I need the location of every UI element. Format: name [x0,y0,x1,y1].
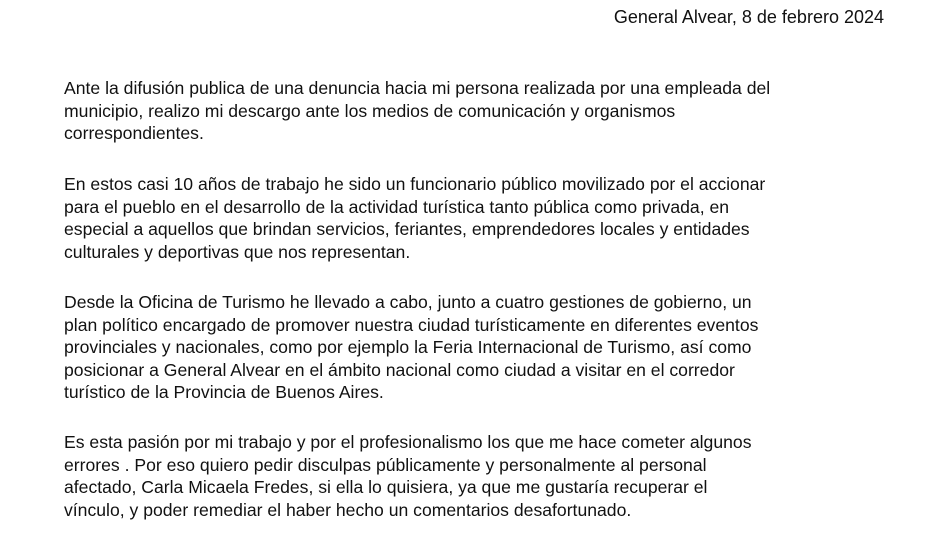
paragraph-line: especial a aquellos que brindan servicios, feriantes, emprendedores locales y entidades [64,219,750,239]
paragraph-line: culturales y deportivas que nos representan. [64,241,411,262]
paragraph-disclosure [64,77,770,145]
paragraph-line: En estos casi 10 años de trabajo he sido un funcionario público movilizado por el accionar [64,174,766,194]
paragraph-line: posicionar a General Alvear en el ámbito nacional como ciudad a visitar en el corredor [64,359,735,380]
paragraph-line: correspondientes. [64,123,204,143]
paragraph-line: municipio, realizo mi descargo ante los medios de comunicación y organismos [64,100,676,121]
paragraph-line: turístico de la Provincia de Buenos Aires. [64,382,384,402]
paragraph-line: Ante la difusión publica de una denuncia hacia mi persona realizada por una empleada del [64,78,771,98]
paragraph-tourism-office [64,291,758,404]
paragraph-career [64,173,765,263]
paragraph-line: afectado, Carla Micaela Fredes, si ella lo quisiera, ya que me gustaría recuperar el [64,477,708,497]
paragraph-line: para el pueblo en el desarrollo de la actividad turística tanto pública como privada, en [64,196,730,217]
paragraph-line: vínculo, y poder remediar el haber hecho un comentarios desafortunado. [64,499,632,520]
paragraph-line: Es esta pasión por mi trabajo y por el profesionalismo los que me hace cometer algunos [64,432,752,452]
paragraph-line: errores . Por eso quiero pedir disculpas públicamente y personalmente al personal [64,454,707,475]
paragraph-apology [64,431,752,521]
paragraph-line: Desde la Oficina de Turismo he llevado a cabo, junto a cuatro gestiones de gobierno, un [64,292,752,312]
paragraph-line: provinciales y nacionales, como por ejemplo la Feria Internacional de Turismo, así como [64,337,752,357]
letter-date-line: General Alvear, 8 de febrero 2024 [613,7,884,27]
paragraph-line: plan político encargado de promover nuestra ciudad turísticamente en diferentes eventos [64,314,759,335]
